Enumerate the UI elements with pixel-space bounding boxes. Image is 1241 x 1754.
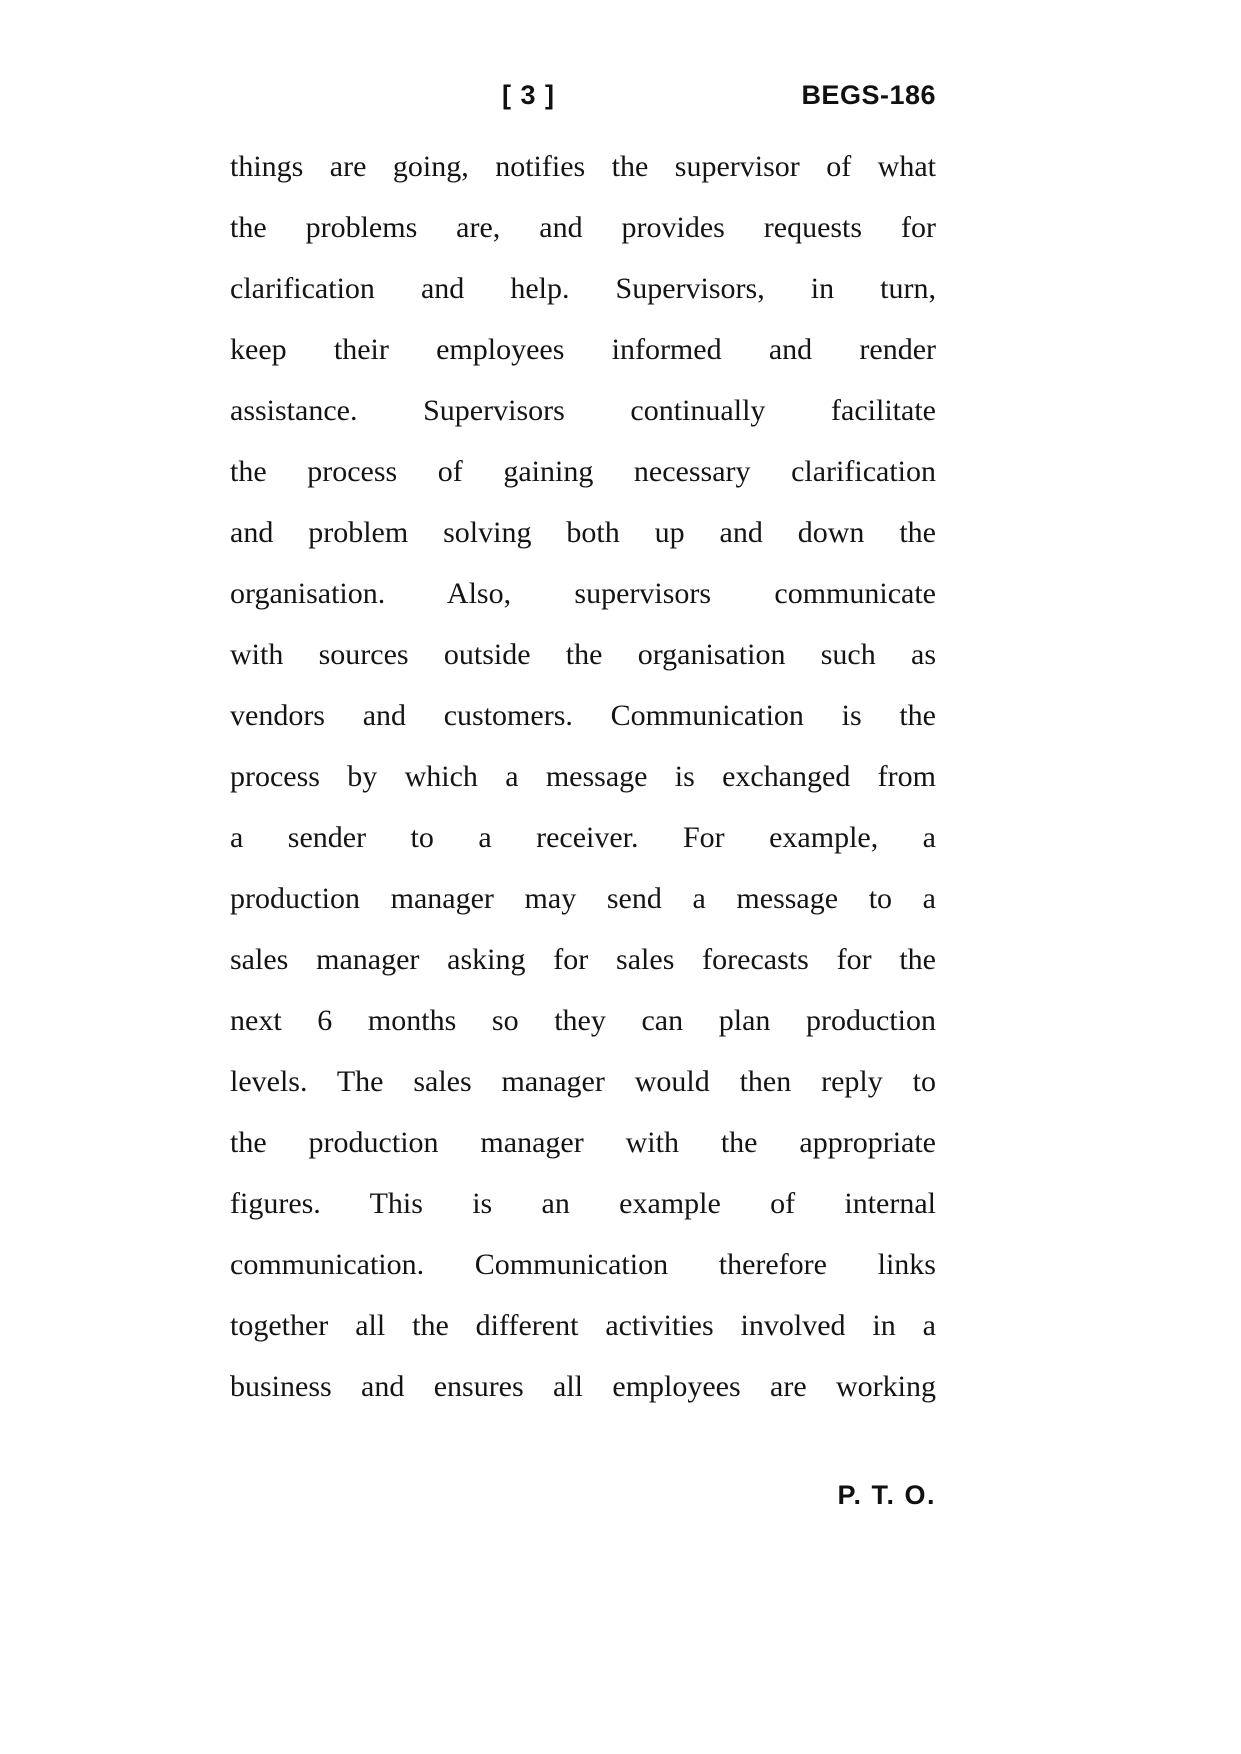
body-line: next 6 months so they can plan production [230,1004,936,1037]
body-line: clarification and help. Supervisors, in turn, [230,272,936,305]
body-line: business and ensures all employees are working [230,1370,936,1403]
page-footer [230,1480,936,1511]
course-code: BEGS-186 [801,80,936,110]
page-number: [ 3 ] [502,80,556,110]
body-line: keep their employees informed and render [230,333,936,366]
body-line: the process of gaining necessary clarification [230,455,936,488]
pto-label: P. T. O. [837,1480,936,1510]
body-line: organisation. Also, supervisors communicate [230,577,936,610]
body-line: levels. The sales manager would then reply to [230,1065,936,1098]
body-line: and problem solving both up and down the [230,516,936,549]
body-line: assistance. Supervisors continually facilitate [230,394,936,427]
body-line: figures. This is an example of internal [230,1187,936,1220]
body-line: sales manager asking for sales forecasts for the [230,943,936,976]
body-paragraph [230,136,936,1417]
page-header [230,80,936,116]
body-line: the production manager with the appropriate [230,1126,936,1159]
body-line: with sources outside the organisation such as [230,638,936,671]
body-line: things are going, notifies the supervisor of what [230,150,936,183]
body-line: a sender to a receiver. For example, a [230,821,936,854]
body-line: the problems are, and provides requests for [230,211,936,244]
body-line: process by which a message is exchanged from [230,760,936,793]
body-line: production manager may send a message to a [230,882,936,915]
body-line: together all the different activities involved in a [230,1309,936,1342]
body-line: communication. Communication therefore links [230,1248,936,1281]
body-line: vendors and customers. Communication is the [230,699,936,732]
